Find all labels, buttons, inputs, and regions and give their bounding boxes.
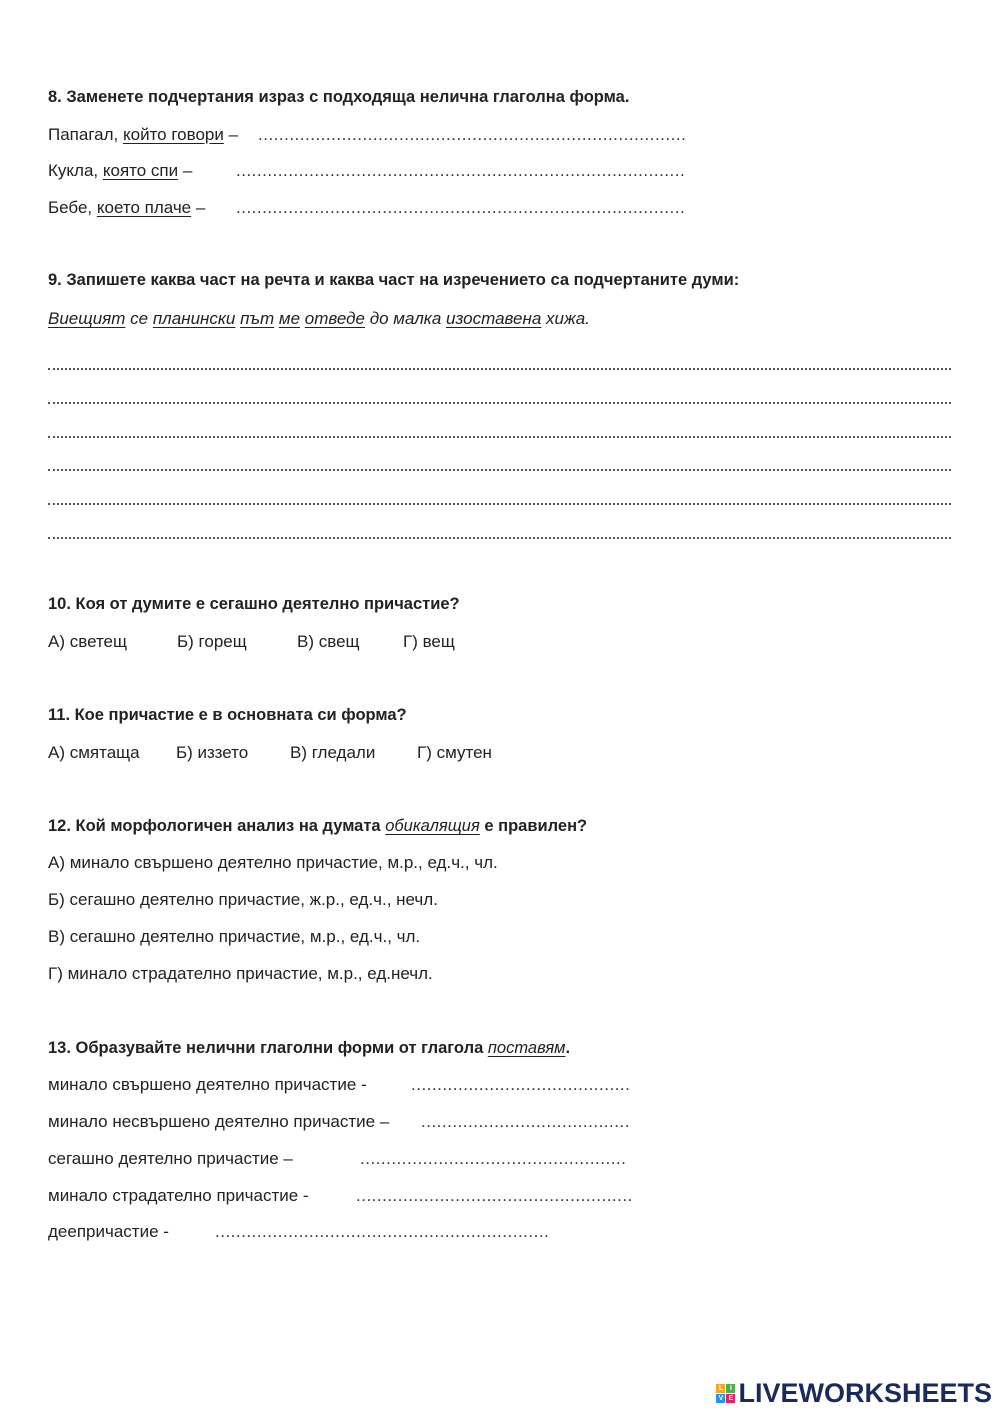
q11-option-b[interactable]: Б) иззето (176, 743, 249, 762)
question-8-title: 8. Заменете подчертания израз с подходяща нелична глаголна форма. (48, 88, 630, 106)
q13-answer-blank-4[interactable]: ..................................................... (356, 1186, 633, 1205)
q9-word-2: планински (152, 309, 236, 328)
q13-answer-blank-3[interactable]: ................................................... (360, 1149, 627, 1168)
q11-option-d[interactable]: Г) смутен (417, 743, 492, 762)
q9-word-5: отведе (304, 309, 365, 328)
q8-underlined-phrase-1: който говори (122, 125, 224, 144)
q13-label-3: сегашно деятелно причастие – (48, 1149, 293, 1168)
q12-option-d[interactable]: Г) минало страдателно причастие, м.р., ед.нечл. (48, 964, 433, 983)
q9-answer-line-1[interactable] (48, 368, 951, 370)
q12-option-b[interactable]: Б) сегашно деятелно причастие, ж.р., ед.ч., нечл. (48, 890, 438, 909)
q12-option-a[interactable]: А) минало свършено деятелно причастие, м.р., ед.ч., чл. (48, 853, 498, 872)
q9-word-4: ме (278, 309, 301, 328)
question-13-title: 13. Образувайте нелични глаголни форми от глагола поставям. (48, 1039, 571, 1057)
q8-item-3: Бебе, което плаче – (48, 198, 206, 217)
q8-underlined-phrase-2: която спи (102, 161, 179, 180)
q9-answer-line-4[interactable] (48, 469, 951, 471)
q12-keyword: обикалящия (385, 817, 480, 835)
q10-option-c[interactable]: В) свещ (297, 632, 360, 651)
q13-answer-blank-5[interactable]: ................................................................ (215, 1222, 550, 1241)
q9-word-1: Виещият (48, 309, 126, 328)
q13-label-1: минало свършено деятелно причастие - (48, 1075, 367, 1094)
question-9-title: 9. Запишете каква част на речта и каква част на изречението са подчертаните думи: (48, 271, 740, 289)
q13-answer-blank-1[interactable]: .......................................... (411, 1075, 631, 1094)
q8-answer-blank-2[interactable]: ...................................................................................... (236, 161, 686, 180)
question-12-title: 12. Кой морфологичен анализ на думата обикалящия е правилен? (48, 817, 588, 835)
q13-label-2: минало несвършено деятелно причастие – (48, 1112, 390, 1131)
q8-answer-blank-3[interactable]: ...................................................................................... (236, 198, 686, 217)
q10-option-d[interactable]: Г) вещ (403, 632, 455, 651)
q9-answer-line-2[interactable] (48, 402, 951, 404)
q9-answer-line-3[interactable] (48, 436, 951, 438)
q9-sentence: Виещият се планински път ме отведе до малка изоставена хижа. (48, 309, 590, 328)
question-10-title: 10. Коя от думите е сегашно деятелно причастие? (48, 595, 460, 613)
q9-word-6: изоставена (446, 309, 542, 328)
q12-option-c[interactable]: В) сегашно деятелно причастие, м.р., ед.ч., чл. (48, 927, 421, 946)
q10-option-a[interactable]: А) светещ (48, 632, 127, 651)
q8-underlined-phrase-3: което плаче (96, 198, 192, 217)
q10-option-b[interactable]: Б) горещ (177, 632, 247, 651)
liveworksheets-brand-text: LIVEWORKSHEETS (738, 1378, 992, 1408)
q13-label-4: минало страдателно причастие - (48, 1186, 309, 1205)
q9-answer-line-6[interactable] (48, 537, 951, 539)
q9-word-3: път (240, 309, 275, 328)
liveworksheets-logo-icon: L I V E (716, 1384, 735, 1403)
q8-answer-blank-1[interactable]: .................................................................................. (258, 125, 687, 144)
liveworksheets-logo[interactable] (716, 1378, 992, 1409)
q11-option-c[interactable]: В) гледали (290, 743, 376, 762)
q8-item-2: Кукла, която спи – (48, 161, 193, 180)
q11-option-a[interactable]: А) смятаща (48, 743, 140, 762)
question-11-title: 11. Кое причастие е в основната си форма? (48, 706, 407, 724)
q9-answer-line-5[interactable] (48, 503, 951, 505)
q13-keyword: поставям (487, 1039, 566, 1057)
q13-label-5: деепричастие - (48, 1222, 169, 1241)
q13-answer-blank-2[interactable]: ........................................ (421, 1112, 630, 1131)
q8-item-1: Папагал, който говори – (48, 125, 239, 144)
